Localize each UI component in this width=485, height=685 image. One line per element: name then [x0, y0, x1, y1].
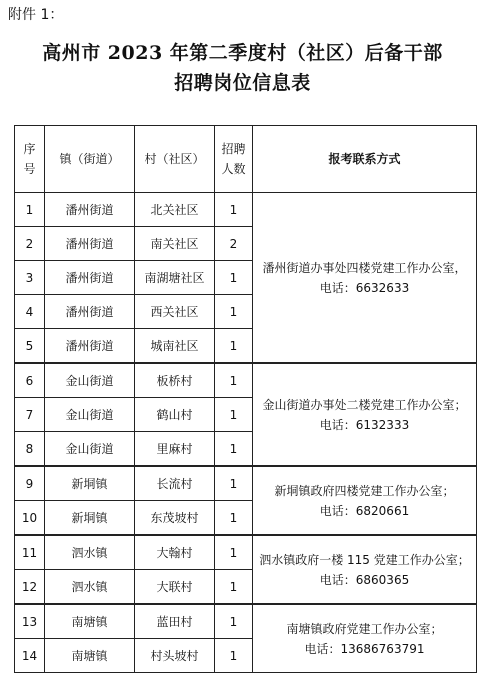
cell-village: 西关社区	[135, 295, 215, 329]
cell-seq: 11	[15, 535, 45, 570]
header-seq	[15, 126, 45, 193]
contact-phone: 电话：6632633	[319, 280, 410, 295]
cell-town: 南塘镇	[45, 639, 135, 673]
cell-village: 里麻村	[135, 432, 215, 467]
cell-seq: 14	[15, 639, 45, 673]
cell-village: 城南社区	[135, 329, 215, 364]
recruitment-table	[14, 125, 477, 673]
contact-phone: 电话：13686763791	[304, 641, 425, 656]
header-village: 村（社区）	[135, 126, 215, 193]
cell-seq: 9	[15, 466, 45, 501]
cell-village: 长流村	[135, 466, 215, 501]
cell-seq: 8	[15, 432, 45, 467]
contact-phone: 电话：6820661	[319, 503, 410, 518]
cell-town: 潘州街道	[45, 193, 135, 227]
cell-count: 1	[215, 193, 253, 227]
table-row	[15, 363, 477, 398]
cell-village: 大联村	[135, 570, 215, 605]
header-contact: 报考联系方式	[253, 126, 477, 193]
cell-count: 1	[215, 432, 253, 467]
table-row	[15, 193, 477, 227]
header-count-line2: 人数	[221, 162, 246, 176]
contact-office: 南塘镇政府党建工作办公室；	[286, 621, 443, 636]
cell-seq: 12	[15, 570, 45, 605]
cell-count: 1	[215, 363, 253, 398]
cell-seq: 10	[15, 501, 45, 536]
cell-village: 蓝田村	[135, 604, 215, 639]
cell-contact	[253, 604, 477, 673]
cell-contact	[253, 466, 477, 535]
cell-seq: 5	[15, 329, 45, 364]
contact-office: 潘州街道办事处四楼党建工作办公室，	[262, 260, 467, 275]
cell-seq: 2	[15, 227, 45, 261]
cell-town: 南塘镇	[45, 604, 135, 639]
cell-village: 板桥村	[135, 363, 215, 398]
cell-count: 1	[215, 398, 253, 432]
cell-count: 1	[215, 295, 253, 329]
cell-village: 鹤山村	[135, 398, 215, 432]
table-body	[15, 193, 477, 673]
header-town: 镇（街道）	[45, 126, 135, 193]
cell-seq: 4	[15, 295, 45, 329]
cell-village: 南关社区	[135, 227, 215, 261]
contact-phone: 电话：6132333	[319, 417, 410, 432]
cell-town: 新垌镇	[45, 466, 135, 501]
header-count-line1: 招聘	[221, 142, 246, 156]
cell-town: 泗水镇	[45, 535, 135, 570]
cell-village: 大翰村	[135, 535, 215, 570]
cell-seq: 1	[15, 193, 45, 227]
document-subtitle: 招聘岗位信息表	[174, 72, 311, 94]
header-seq-line1: 序	[23, 142, 36, 156]
cell-count: 1	[215, 466, 253, 501]
cell-town: 潘州街道	[45, 227, 135, 261]
cell-village: 南湖塘社区	[135, 261, 215, 295]
contact-office: 新垌镇政府四楼党建工作办公室；	[274, 483, 455, 498]
cell-count: 1	[215, 535, 253, 570]
contact-office: 金山街道办事处二楼党建工作办公室；	[262, 397, 467, 412]
cell-village: 村头坡村	[135, 639, 215, 673]
cell-count: 1	[215, 261, 253, 295]
table-header-row	[15, 126, 477, 193]
header-seq-line2: 号	[23, 162, 36, 176]
cell-contact	[253, 535, 477, 604]
cell-town: 金山街道	[45, 398, 135, 432]
table-row	[15, 535, 477, 570]
cell-contact	[253, 193, 477, 364]
cell-town: 潘州街道	[45, 261, 135, 295]
cell-village: 北关社区	[135, 193, 215, 227]
cell-town: 新垌镇	[45, 501, 135, 536]
header-count	[215, 126, 253, 193]
cell-count: 2	[215, 227, 253, 261]
table-row	[15, 466, 477, 501]
cell-count: 1	[215, 604, 253, 639]
cell-seq: 6	[15, 363, 45, 398]
attachment-label: 附件 1：	[8, 7, 64, 23]
contact-phone: 电话：6860365	[319, 572, 410, 587]
cell-count: 1	[215, 570, 253, 605]
cell-town: 潘州街道	[45, 329, 135, 364]
cell-count: 1	[215, 501, 253, 536]
table-row	[15, 604, 477, 639]
cell-seq: 3	[15, 261, 45, 295]
cell-seq: 7	[15, 398, 45, 432]
cell-town: 潘州街道	[45, 295, 135, 329]
cell-count: 1	[215, 639, 253, 673]
cell-contact	[253, 363, 477, 466]
cell-seq: 13	[15, 604, 45, 639]
cell-count: 1	[215, 329, 253, 364]
document-title: 高州市 2023 年第二季度村（社区）后备干部	[42, 42, 443, 64]
cell-town: 泗水镇	[45, 570, 135, 605]
cell-town: 金山街道	[45, 432, 135, 467]
cell-village: 东茂坡村	[135, 501, 215, 536]
contact-office: 泗水镇政府一楼 115 党建工作办公室；	[259, 552, 470, 567]
cell-town: 金山街道	[45, 363, 135, 398]
